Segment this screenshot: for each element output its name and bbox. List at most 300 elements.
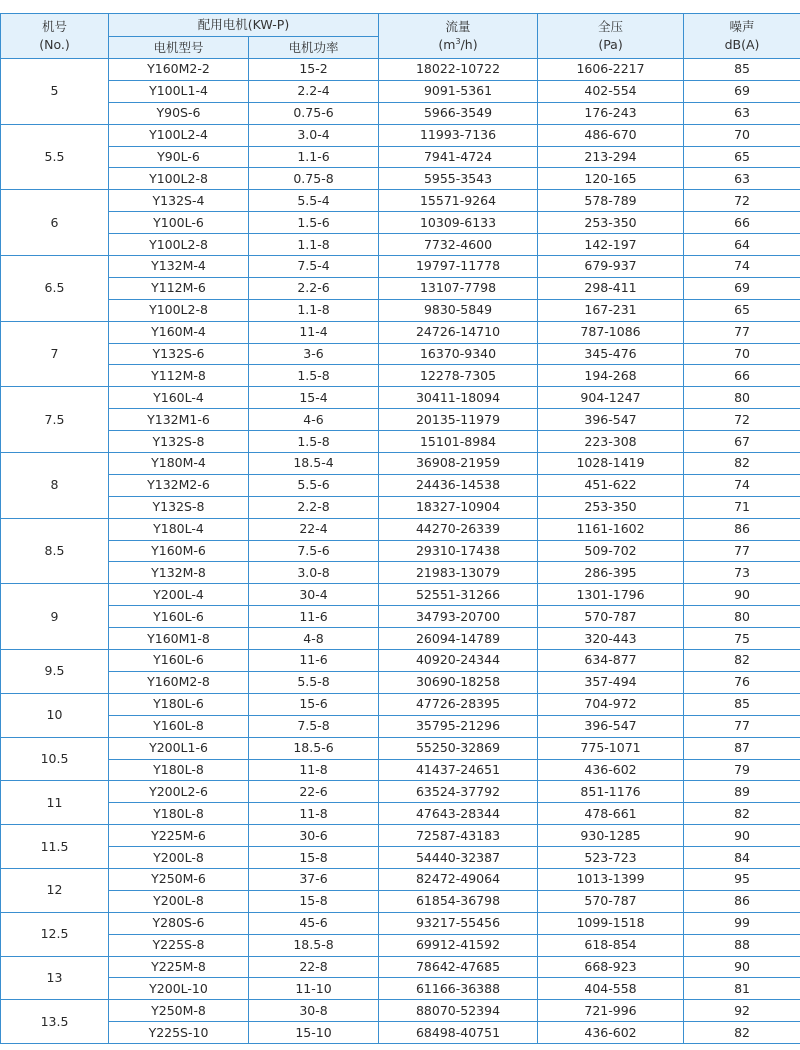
- motor-model-cell: Y160L-4: [109, 387, 249, 409]
- motor-model-cell: Y100L2-8: [109, 234, 249, 256]
- header-flow: [379, 14, 538, 59]
- header-motor-model: 电机型号: [109, 37, 249, 59]
- header-motor-power: 电机功率: [249, 37, 379, 59]
- pressure-cell: 298-411: [538, 277, 684, 299]
- table-row: [1, 409, 800, 431]
- flow-cell: 15101-8984: [379, 431, 538, 453]
- motor-power-cell: 2.2-6: [249, 277, 379, 299]
- noise-cell: 86: [684, 518, 800, 540]
- noise-cell: 71: [684, 496, 800, 518]
- motor-power-cell: 15-2: [249, 59, 379, 81]
- table-body: [1, 59, 800, 1044]
- pressure-cell: 704-972: [538, 693, 684, 715]
- flow-cell: 47643-28344: [379, 803, 538, 825]
- noise-cell: 85: [684, 693, 800, 715]
- motor-power-cell: 1.1-8: [249, 234, 379, 256]
- motor-power-cell: 5.5-8: [249, 671, 379, 693]
- motor-model-cell: Y112M-6: [109, 277, 249, 299]
- table-row: [1, 540, 800, 562]
- motor-power-cell: 3.0-8: [249, 562, 379, 584]
- noise-cell: 92: [684, 1000, 800, 1022]
- noise-cell: 74: [684, 256, 800, 278]
- pressure-cell: 286-395: [538, 562, 684, 584]
- pressure-cell: 578-789: [538, 190, 684, 212]
- machine-no-cell: 10: [1, 693, 109, 737]
- table-row: [1, 803, 800, 825]
- pressure-cell: 436-602: [538, 759, 684, 781]
- flow-cell: 61854-36798: [379, 890, 538, 912]
- motor-model-cell: Y132M-8: [109, 562, 249, 584]
- machine-no-cell: 6: [1, 190, 109, 256]
- machine-no-cell: 7.5: [1, 387, 109, 453]
- motor-power-cell: 1.5-8: [249, 431, 379, 453]
- header-pressure-unit: (Pa): [598, 37, 623, 52]
- noise-cell: 79: [684, 759, 800, 781]
- motor-model-cell: Y225M-8: [109, 956, 249, 978]
- noise-cell: 80: [684, 387, 800, 409]
- noise-cell: 90: [684, 584, 800, 606]
- table-row: [1, 124, 800, 146]
- motor-model-cell: Y225S-10: [109, 1022, 249, 1044]
- motor-model-cell: Y200L2-6: [109, 781, 249, 803]
- flow-cell: 10309-6133: [379, 212, 538, 234]
- pressure-cell: 396-547: [538, 409, 684, 431]
- flow-cell: 30690-18258: [379, 671, 538, 693]
- pressure-cell: 1161-1602: [538, 518, 684, 540]
- pressure-cell: 345-476: [538, 343, 684, 365]
- motor-power-cell: 37-6: [249, 868, 379, 890]
- machine-no-cell: 10.5: [1, 737, 109, 781]
- flow-cell: 13107-7798: [379, 277, 538, 299]
- flow-cell: 82472-49064: [379, 868, 538, 890]
- pressure-cell: 618-854: [538, 934, 684, 956]
- motor-power-cell: 11-10: [249, 978, 379, 1000]
- flow-cell: 7732-4600: [379, 234, 538, 256]
- motor-model-cell: Y160M1-8: [109, 628, 249, 650]
- motor-model-cell: Y160M2-2: [109, 59, 249, 81]
- pressure-cell: 721-996: [538, 1000, 684, 1022]
- motor-power-cell: 11-8: [249, 759, 379, 781]
- noise-cell: 95: [684, 868, 800, 890]
- flow-cell: 11993-7136: [379, 124, 538, 146]
- pressure-cell: 320-443: [538, 628, 684, 650]
- table-row: [1, 825, 800, 847]
- table-row: [1, 1022, 800, 1044]
- noise-cell: 77: [684, 540, 800, 562]
- motor-model-cell: Y132M2-6: [109, 474, 249, 496]
- flow-cell: 18022-10722: [379, 59, 538, 81]
- table-row: [1, 496, 800, 518]
- motor-model-cell: Y160M-6: [109, 540, 249, 562]
- motor-power-cell: 22-4: [249, 518, 379, 540]
- motor-power-cell: 30-6: [249, 825, 379, 847]
- motor-power-cell: 1.5-6: [249, 212, 379, 234]
- table-row: [1, 562, 800, 584]
- table-row: [1, 102, 800, 124]
- noise-cell: 72: [684, 190, 800, 212]
- header-noise-label: 噪声: [729, 19, 755, 34]
- table-row: [1, 737, 800, 759]
- motor-power-cell: 22-8: [249, 956, 379, 978]
- motor-model-cell: Y180L-4: [109, 518, 249, 540]
- motor-model-cell: Y180L-6: [109, 693, 249, 715]
- noise-cell: 65: [684, 146, 800, 168]
- flow-cell: 93217-55456: [379, 912, 538, 934]
- pressure-cell: 523-723: [538, 847, 684, 869]
- table-row: [1, 584, 800, 606]
- table-row: [1, 190, 800, 212]
- motor-power-cell: 1.1-8: [249, 299, 379, 321]
- motor-power-cell: 22-6: [249, 781, 379, 803]
- pressure-cell: 357-494: [538, 671, 684, 693]
- table-row: [1, 431, 800, 453]
- pressure-cell: 634-877: [538, 650, 684, 672]
- noise-cell: 85: [684, 59, 800, 81]
- noise-cell: 99: [684, 912, 800, 934]
- header-flow-label: 流量: [445, 19, 471, 34]
- noise-cell: 75: [684, 628, 800, 650]
- flow-cell: 9830-5849: [379, 299, 538, 321]
- motor-power-cell: 11-6: [249, 606, 379, 628]
- header-motor-group: 配用电机(KW-P): [109, 14, 379, 37]
- pressure-cell: 223-308: [538, 431, 684, 453]
- motor-power-cell: 0.75-8: [249, 168, 379, 190]
- table-row: [1, 934, 800, 956]
- flow-cell: 36908-21959: [379, 453, 538, 475]
- noise-cell: 70: [684, 124, 800, 146]
- machine-no-cell: 13: [1, 956, 109, 1000]
- flow-cell: 54440-32387: [379, 847, 538, 869]
- machine-no-cell: 5: [1, 59, 109, 125]
- header-pressure: [538, 14, 684, 59]
- pressure-cell: 404-558: [538, 978, 684, 1000]
- noise-cell: 73: [684, 562, 800, 584]
- flow-cell: 68498-40751: [379, 1022, 538, 1044]
- pressure-cell: 570-787: [538, 890, 684, 912]
- pressure-cell: 451-622: [538, 474, 684, 496]
- motor-power-cell: 15-4: [249, 387, 379, 409]
- table-row: [1, 299, 800, 321]
- machine-no-cell: 8: [1, 453, 109, 519]
- header-machine-no-label: 机号: [41, 19, 67, 34]
- noise-cell: 90: [684, 956, 800, 978]
- pressure-cell: 787-1086: [538, 321, 684, 343]
- motor-power-cell: 11-6: [249, 650, 379, 672]
- machine-no-cell: 9: [1, 584, 109, 650]
- header-pressure-label: 全压: [598, 19, 624, 34]
- pressure-cell: 930-1285: [538, 825, 684, 847]
- flow-cell: 63524-37792: [379, 781, 538, 803]
- motor-model-cell: Y160M-4: [109, 321, 249, 343]
- table-row: [1, 978, 800, 1000]
- pressure-cell: 775-1071: [538, 737, 684, 759]
- flow-cell: 19797-11778: [379, 256, 538, 278]
- table-row: [1, 321, 800, 343]
- motor-power-cell: 15-8: [249, 890, 379, 912]
- motor-model-cell: Y180L-8: [109, 803, 249, 825]
- table-row: [1, 518, 800, 540]
- motor-model-cell: Y200L-8: [109, 890, 249, 912]
- header-noise-unit: dB(A): [724, 37, 760, 52]
- table-row: [1, 912, 800, 934]
- flow-cell: 9091-5361: [379, 80, 538, 102]
- flow-cell: 26094-14789: [379, 628, 538, 650]
- motor-power-cell: 30-8: [249, 1000, 379, 1022]
- motor-power-cell: 15-10: [249, 1022, 379, 1044]
- table-row: [1, 453, 800, 475]
- table-row: [1, 146, 800, 168]
- flow-cell: 12278-7305: [379, 365, 538, 387]
- noise-cell: 86: [684, 890, 800, 912]
- machine-no-cell: 12.5: [1, 912, 109, 956]
- noise-cell: 82: [684, 1022, 800, 1044]
- table-row: [1, 277, 800, 299]
- motor-model-cell: Y100L2-4: [109, 124, 249, 146]
- motor-model-cell: Y225M-6: [109, 825, 249, 847]
- motor-power-cell: 3-6: [249, 343, 379, 365]
- machine-no-cell: 8.5: [1, 518, 109, 584]
- pressure-cell: 120-165: [538, 168, 684, 190]
- table-row: [1, 168, 800, 190]
- noise-cell: 63: [684, 168, 800, 190]
- motor-model-cell: Y100L2-8: [109, 299, 249, 321]
- table-row: [1, 474, 800, 496]
- motor-power-cell: 2.2-8: [249, 496, 379, 518]
- noise-cell: 80: [684, 606, 800, 628]
- pressure-cell: 194-268: [538, 365, 684, 387]
- machine-no-cell: 12: [1, 868, 109, 912]
- table-row: [1, 343, 800, 365]
- flow-cell: 78642-47685: [379, 956, 538, 978]
- motor-power-cell: 30-4: [249, 584, 379, 606]
- table-row: [1, 890, 800, 912]
- noise-cell: 81: [684, 978, 800, 1000]
- flow-cell: 88070-52394: [379, 1000, 538, 1022]
- noise-cell: 70: [684, 343, 800, 365]
- table-row: [1, 387, 800, 409]
- motor-power-cell: 0.75-6: [249, 102, 379, 124]
- table-row: [1, 759, 800, 781]
- pressure-cell: 402-554: [538, 80, 684, 102]
- motor-model-cell: Y160L-8: [109, 715, 249, 737]
- noise-cell: 67: [684, 431, 800, 453]
- flow-cell: 16370-9340: [379, 343, 538, 365]
- motor-power-cell: 18.5-6: [249, 737, 379, 759]
- motor-model-cell: Y132S-8: [109, 496, 249, 518]
- noise-cell: 65: [684, 299, 800, 321]
- motor-model-cell: Y200L-10: [109, 978, 249, 1000]
- pressure-cell: 167-231: [538, 299, 684, 321]
- motor-power-cell: 7.5-6: [249, 540, 379, 562]
- table-row: [1, 868, 800, 890]
- motor-power-cell: 15-8: [249, 847, 379, 869]
- flow-cell: 52551-31266: [379, 584, 538, 606]
- flow-cell: 69912-41592: [379, 934, 538, 956]
- motor-model-cell: Y100L-6: [109, 212, 249, 234]
- motor-model-cell: Y180L-8: [109, 759, 249, 781]
- motor-power-cell: 5.5-4: [249, 190, 379, 212]
- noise-cell: 82: [684, 803, 800, 825]
- pressure-cell: 679-937: [538, 256, 684, 278]
- noise-cell: 66: [684, 212, 800, 234]
- motor-power-cell: 1.5-8: [249, 365, 379, 387]
- flow-cell: 47726-28395: [379, 693, 538, 715]
- pressure-cell: 436-602: [538, 1022, 684, 1044]
- pressure-cell: 253-350: [538, 496, 684, 518]
- flow-cell: 41437-24651: [379, 759, 538, 781]
- flow-cell: 44270-26339: [379, 518, 538, 540]
- pressure-cell: 478-661: [538, 803, 684, 825]
- motor-power-cell: 5.5-6: [249, 474, 379, 496]
- motor-model-cell: Y132S-6: [109, 343, 249, 365]
- table-row: [1, 781, 800, 803]
- motor-model-cell: Y180M-4: [109, 453, 249, 475]
- flow-cell: 20135-11979: [379, 409, 538, 431]
- table-row: [1, 212, 800, 234]
- motor-model-cell: Y112M-8: [109, 365, 249, 387]
- pressure-cell: 1013-1399: [538, 868, 684, 890]
- noise-cell: 87: [684, 737, 800, 759]
- flow-cell: 29310-17438: [379, 540, 538, 562]
- noise-cell: 64: [684, 234, 800, 256]
- table-row: [1, 671, 800, 693]
- table-row: [1, 847, 800, 869]
- header-machine-no: [1, 14, 109, 59]
- pressure-cell: 253-350: [538, 212, 684, 234]
- motor-power-cell: 4-8: [249, 628, 379, 650]
- flow-cell: 24726-14710: [379, 321, 538, 343]
- motor-power-cell: 7.5-8: [249, 715, 379, 737]
- machine-no-cell: 5.5: [1, 124, 109, 190]
- table-row: [1, 650, 800, 672]
- machine-no-cell: 11.5: [1, 825, 109, 869]
- motor-model-cell: Y160M2-8: [109, 671, 249, 693]
- pressure-cell: 213-294: [538, 146, 684, 168]
- motor-model-cell: Y250M-6: [109, 868, 249, 890]
- motor-power-cell: 2.2-4: [249, 80, 379, 102]
- motor-power-cell: 18.5-4: [249, 453, 379, 475]
- flow-cell: 30411-18094: [379, 387, 538, 409]
- header-flow-unit-b: /h): [460, 37, 478, 52]
- pressure-cell: 1099-1518: [538, 912, 684, 934]
- motor-power-cell: 45-6: [249, 912, 379, 934]
- motor-power-cell: 11-4: [249, 321, 379, 343]
- table-header: [1, 14, 800, 59]
- noise-cell: 76: [684, 671, 800, 693]
- motor-model-cell: Y250M-8: [109, 1000, 249, 1022]
- table-row: [1, 606, 800, 628]
- pressure-cell: 668-923: [538, 956, 684, 978]
- flow-cell: 24436-14538: [379, 474, 538, 496]
- flow-cell: 5966-3549: [379, 102, 538, 124]
- motor-power-cell: 4-6: [249, 409, 379, 431]
- fan-spec-table: [0, 13, 800, 1044]
- machine-no-cell: 13.5: [1, 1000, 109, 1044]
- table-row: [1, 693, 800, 715]
- noise-cell: 74: [684, 474, 800, 496]
- motor-model-cell: Y90L-6: [109, 146, 249, 168]
- flow-cell: 35795-21296: [379, 715, 538, 737]
- noise-cell: 77: [684, 321, 800, 343]
- machine-no-cell: 11: [1, 781, 109, 825]
- pressure-cell: 142-197: [538, 234, 684, 256]
- flow-cell: 18327-10904: [379, 496, 538, 518]
- table-row: [1, 256, 800, 278]
- noise-cell: 69: [684, 80, 800, 102]
- motor-power-cell: 1.1-6: [249, 146, 379, 168]
- header-flow-unit-sup: 3: [455, 36, 461, 46]
- noise-cell: 77: [684, 715, 800, 737]
- motor-power-cell: 15-6: [249, 693, 379, 715]
- pressure-cell: 851-1176: [538, 781, 684, 803]
- noise-cell: 72: [684, 409, 800, 431]
- motor-model-cell: Y280S-6: [109, 912, 249, 934]
- motor-model-cell: Y160L-6: [109, 606, 249, 628]
- motor-power-cell: 7.5-4: [249, 256, 379, 278]
- pressure-cell: 904-1247: [538, 387, 684, 409]
- motor-model-cell: Y160L-6: [109, 650, 249, 672]
- table-row: [1, 715, 800, 737]
- table-row: [1, 80, 800, 102]
- motor-power-cell: 18.5-8: [249, 934, 379, 956]
- motor-model-cell: Y132S-4: [109, 190, 249, 212]
- fan-spec-table-container: [0, 13, 800, 1044]
- noise-cell: 88: [684, 934, 800, 956]
- noise-cell: 82: [684, 453, 800, 475]
- flow-cell: 55250-32869: [379, 737, 538, 759]
- motor-power-cell: 11-8: [249, 803, 379, 825]
- noise-cell: 90: [684, 825, 800, 847]
- pressure-cell: 509-702: [538, 540, 684, 562]
- header-flow-unit: [379, 36, 537, 54]
- flow-cell: 72587-43183: [379, 825, 538, 847]
- flow-cell: 40920-24344: [379, 650, 538, 672]
- header-noise: [684, 14, 800, 59]
- motor-power-cell: 3.0-4: [249, 124, 379, 146]
- flow-cell: 61166-36388: [379, 978, 538, 1000]
- flow-cell: 7941-4724: [379, 146, 538, 168]
- noise-cell: 63: [684, 102, 800, 124]
- noise-cell: 84: [684, 847, 800, 869]
- machine-no-cell: 7: [1, 321, 109, 387]
- machine-no-cell: 6.5: [1, 256, 109, 322]
- pressure-cell: 1301-1796: [538, 584, 684, 606]
- motor-model-cell: Y200L1-6: [109, 737, 249, 759]
- machine-no-cell: 9.5: [1, 650, 109, 694]
- motor-model-cell: Y100L1-4: [109, 80, 249, 102]
- flow-cell: 15571-9264: [379, 190, 538, 212]
- table-row: [1, 628, 800, 650]
- pressure-cell: 176-243: [538, 102, 684, 124]
- table-row: [1, 365, 800, 387]
- header-flow-unit-a: (m: [438, 37, 456, 52]
- pressure-cell: 486-670: [538, 124, 684, 146]
- pressure-cell: 1028-1419: [538, 453, 684, 475]
- motor-model-cell: Y132M-4: [109, 256, 249, 278]
- table-row: [1, 59, 800, 81]
- pressure-cell: 1606-2217: [538, 59, 684, 81]
- table-row: [1, 234, 800, 256]
- header-machine-no-sub: (No.): [39, 37, 70, 52]
- motor-model-cell: Y132M1-6: [109, 409, 249, 431]
- noise-cell: 69: [684, 277, 800, 299]
- flow-cell: 34793-20700: [379, 606, 538, 628]
- pressure-cell: 570-787: [538, 606, 684, 628]
- motor-model-cell: Y90S-6: [109, 102, 249, 124]
- noise-cell: 82: [684, 650, 800, 672]
- flow-cell: 5955-3543: [379, 168, 538, 190]
- motor-model-cell: Y132S-8: [109, 431, 249, 453]
